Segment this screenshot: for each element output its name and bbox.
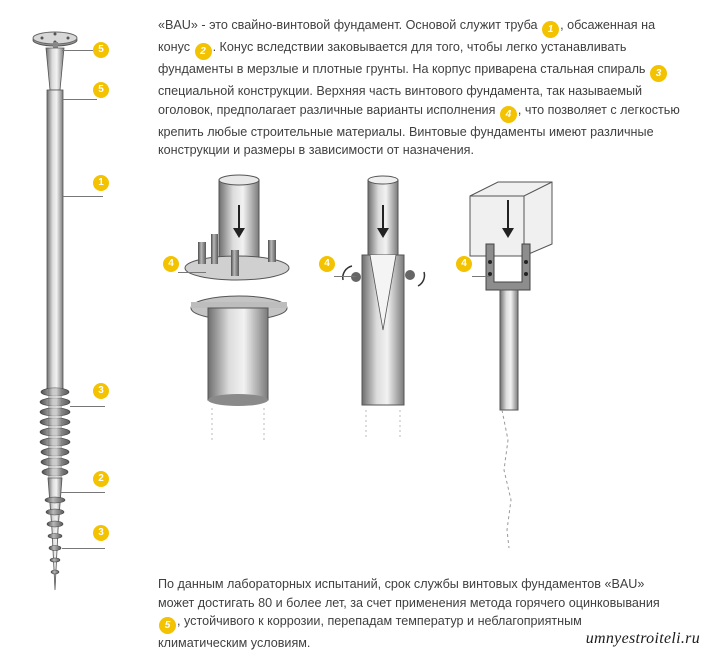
intro-text: . Конус вследствии заковывается для того, чтобы легко устанавливать фундаменты в мерзлые и плотные грунты. На корпус приварена стальная спираль	[158, 40, 646, 76]
callout-badge: 2	[93, 471, 109, 487]
callout-badge: 4	[319, 256, 335, 272]
screw-pile	[33, 32, 77, 590]
leader-line	[178, 272, 206, 273]
callout-badge: 5	[93, 82, 109, 98]
intro-text: , обсаженная на конус	[158, 18, 656, 54]
outro-text: По данным лабораторных испытаний, срок службы винтовых фундаментов «BAU» может достигать 80 и более лет, за счет применения метода горячего оцинковывания	[158, 577, 660, 610]
leader-line	[60, 492, 105, 493]
inline-badge: 2	[195, 43, 212, 60]
leader-line	[62, 548, 105, 549]
inline-badge: 5	[159, 617, 176, 634]
leader-line	[62, 99, 97, 100]
watermark: umnyestroiteli.ru	[585, 630, 700, 647]
u-bracket-head	[470, 182, 552, 548]
leader-line	[62, 50, 97, 51]
flange-head	[185, 175, 289, 440]
leader-line	[63, 196, 103, 197]
callout-badge: 5	[93, 42, 109, 58]
callout-badge: 1	[93, 175, 109, 191]
callout-badge: 4	[456, 256, 472, 272]
intro-text: специальной конструкции. Верхняя часть винтового фундамента, так называемый оголовок, предполагает различные варианты исполнения	[158, 84, 643, 117]
callout-badge: 3	[93, 383, 109, 399]
inline-badge: 4	[500, 106, 517, 123]
outro-text: , устойчивого к коррозии, перепадам температур и неблагоприятным климатическим условиям.	[158, 614, 582, 651]
leader-line	[472, 276, 490, 277]
callout-badge: 3	[93, 525, 109, 541]
intro-text: «BAU» - это свайно-винтовой фундамент. Основой служит труба	[158, 18, 538, 32]
leader-line	[334, 276, 356, 277]
leader-line	[70, 406, 105, 407]
inline-badge: 3	[650, 65, 667, 82]
callout-badge: 4	[163, 256, 179, 272]
inline-badge: 1	[542, 21, 559, 38]
intro-text: , что позволяет с легкостью крепить любые строительные материалы. Винтовые фундаменты имеют различные конструкции и размеры в зависимости от назначения.	[158, 102, 680, 158]
bolted-tube-head	[343, 176, 425, 440]
intro-paragraph	[158, 16, 688, 160]
